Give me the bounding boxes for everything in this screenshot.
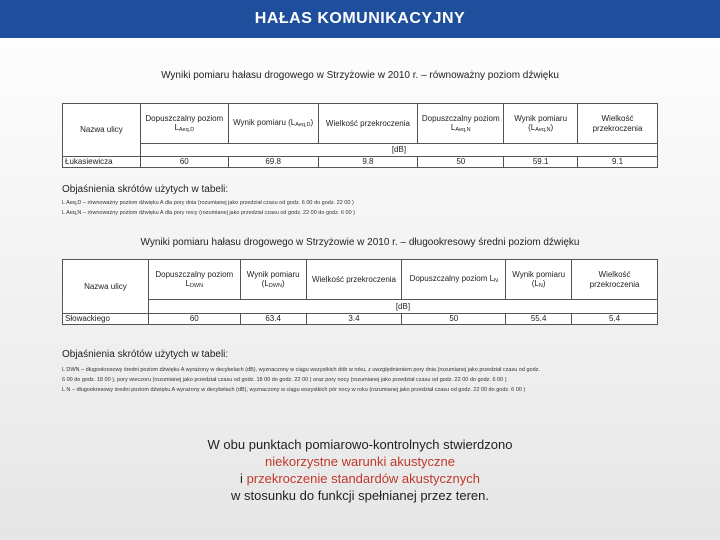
cell-night-limit: 50: [418, 157, 504, 168]
header-street: Nazwa ulicy: [63, 104, 141, 157]
cell-night-result: 59.1: [504, 157, 578, 168]
unit-label-2: [dB]: [148, 300, 657, 314]
cell-dwn-excess: 3.4: [306, 314, 402, 325]
table1-caption: Wyniki pomiaru hałasu drogowego w Strzyżowie w 2010 r. – równoważny poziom dźwięku: [161, 70, 559, 81]
conclusion-line1: W obu punktach pomiarowo-kontrolnych stwierdzono: [207, 437, 513, 452]
header-night-excess: Wielkość przekroczenia: [578, 104, 658, 144]
header-dwn-limit: Dopuszczalny poziom LDWN: [148, 260, 240, 300]
cell-day-excess: 9.8: [318, 157, 418, 168]
conclusion: [150, 436, 570, 504]
cell-street: Łukasiewicza: [63, 157, 141, 168]
expl1-title: Objaśnienia skrótów użytych w tabeli:: [62, 184, 229, 195]
slide-title: HAŁAS KOMUNIKACYJNY: [0, 0, 720, 38]
cell-n-excess: 5.4: [572, 314, 658, 325]
header-n-result: Wynik pomiaru (LN): [506, 260, 572, 300]
table-row: [63, 157, 658, 168]
table2-long-term-level: [62, 259, 658, 325]
expl1-line1: L Aeq,D – równoważny poziom dźwięku A dla pory dnia (rozumianej jako przedział czasu od godz. 6 00 do godz. 22 00 ): [62, 200, 354, 206]
header-day-limit: Dopuszczalny poziom LAeq,D: [140, 104, 228, 144]
header-n-excess: Wielkość przekroczenia: [572, 260, 658, 300]
header-day-excess: Wielkość przekroczenia: [318, 104, 418, 144]
cell-night-excess: 9.1: [578, 157, 658, 168]
cell-day-result: 69.8: [228, 157, 318, 168]
cell-dwn-limit: 60: [148, 314, 240, 325]
expl2-line3: L N – długookresowy średni poziom dźwięku A wyrażony w decybelach (dB), wyznaczony w ciągu wszystkich pór nocy w roku (rozumianej jako przedział czasu od godz. 22 00 do godz. 6 00 ): [62, 387, 526, 393]
conclusion-and: i: [240, 471, 243, 486]
expl2-title: Objaśnienia skrótów użytych w tabeli:: [62, 349, 229, 360]
expl2-line1: L DWN – długookresowy średni poziom dźwięku A wyrażony w decybelach (dB), wyznaczony w ciągu wszystkich dób w roku, z uwzględnieniem pory dnia (rozumianej jako przedział czasu od godz.: [62, 367, 540, 373]
expl1-line2: L Aeq,N – równoważny poziom dźwięku A dla pory nocy (rozumianej jako przedział czasu od godz. 22 00 do godz. 6 00 ): [62, 210, 355, 216]
header-dwn-excess: Wielkość przekroczenia: [306, 260, 402, 300]
table1-equivalent-level: [62, 103, 658, 168]
header-night-limit: Dopuszczalny poziom LAeq,N: [418, 104, 504, 144]
conclusion-highlight-2: przekroczenie standardów akustycznych: [246, 471, 480, 486]
header-n-limit: Dopuszczalny poziom LN: [402, 260, 506, 300]
table-row: [63, 314, 658, 325]
unit-label: [dB]: [140, 144, 657, 157]
header-night-result: Wynik pomiaru (LAeq,N): [504, 104, 578, 144]
expl2-line2: 6 00 do godz. 18 00 ), pory wieczoru (rozumianej jako przedział czasu od godz. 18 00 do godz. 22 00 ) oraz pory nocy (rozumianej jako przedział czasu od godz. 22 00 do godz. 6 00 ): [62, 377, 507, 383]
cell-dwn-result: 63.4: [240, 314, 306, 325]
header-day-result: Wynik pomiaru (LAeq,D): [228, 104, 318, 144]
header-street-2: Nazwa ulicy: [63, 260, 149, 314]
cell-n-result: 55.4: [506, 314, 572, 325]
conclusion-highlight-1: niekorzystne warunki akustyczne: [264, 454, 456, 469]
cell-day-limit: 60: [140, 157, 228, 168]
conclusion-line4: w stosunku do funkcji spełnianej przez teren.: [231, 488, 489, 503]
cell-n-limit: 50: [402, 314, 506, 325]
table2-caption: Wyniki pomiaru hałasu drogowego w Strzyżowie w 2010 r. – długookresowy średni poziom dźwięku: [140, 237, 580, 248]
cell-street-2: Słowackiego: [63, 314, 149, 325]
header-dwn-result: Wynik pomiaru (LDWN): [240, 260, 306, 300]
